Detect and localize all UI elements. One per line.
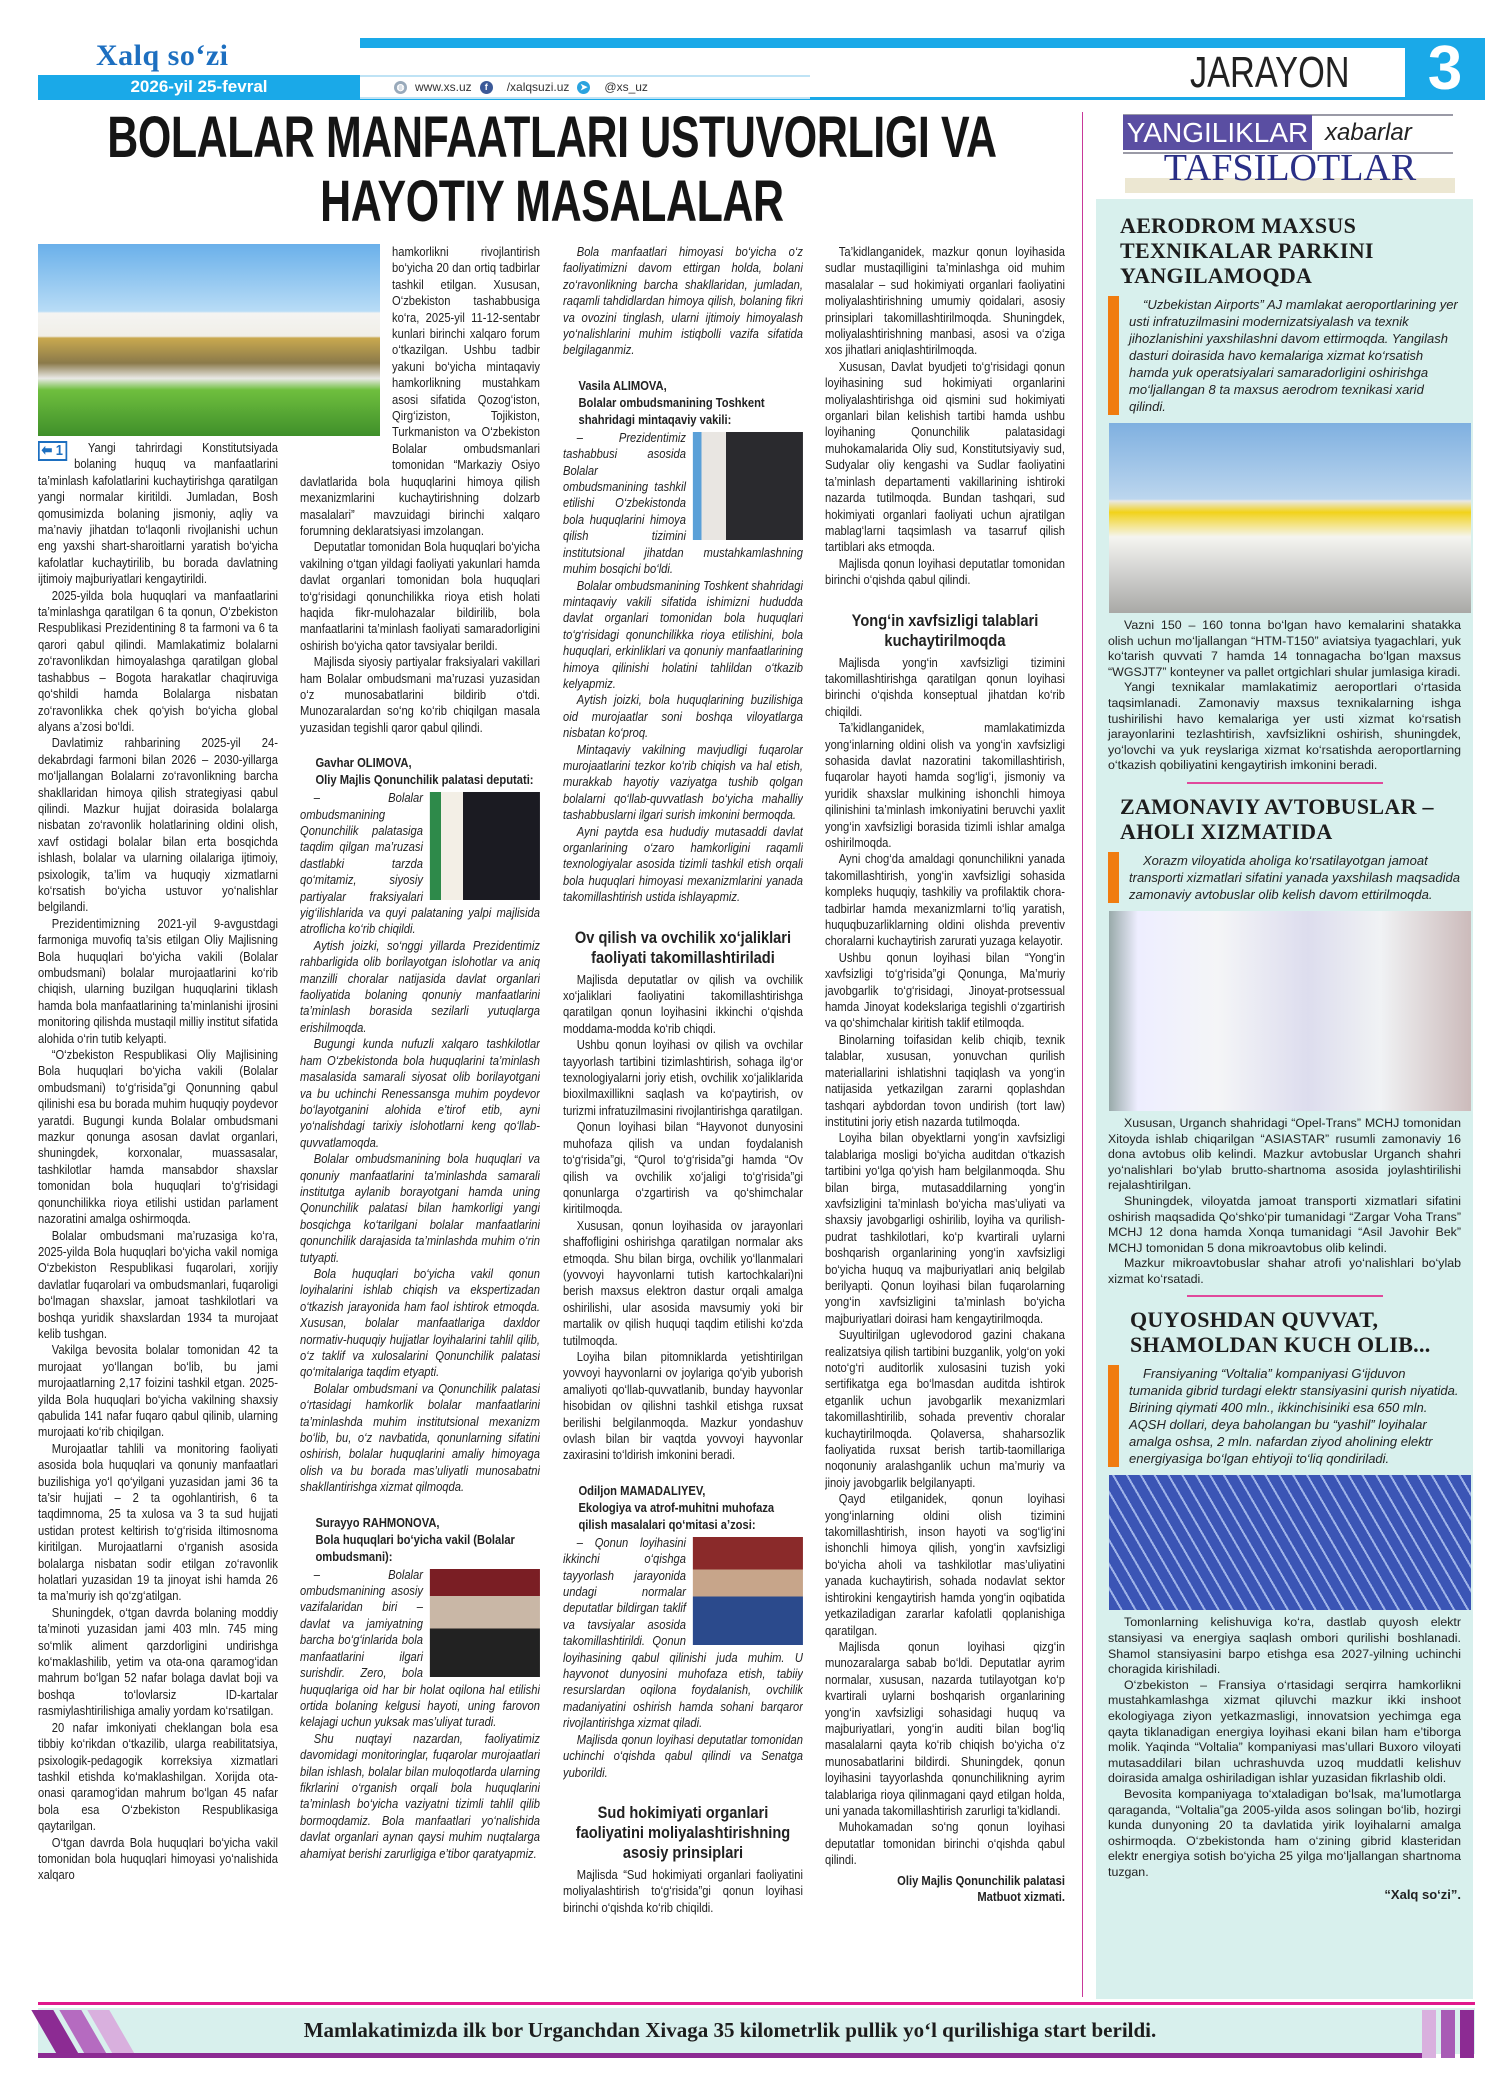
- paragraph: 20 nafar imkoniyati cheklangan bola esa tibbiy ko‘rikdan o‘tkazilib, ularga reabilitatsiya, psixologik-pedagogik korreksiya xizmatlari tashkil etishda ko‘maklashilgan. Xorijda ota-onasi qaramog‘idan mahrum bo‘lgan 45 nafar bola esa O‘zbekiston Respublikasiga qaytarilgan.: [38, 1719, 278, 1834]
- news-paragraph: Xususan, Urganch shahridagi “Opel-Trans” MCHJ tomonidan Xitoyda ishlab chiqarilgan “ASIASTAR” rusumli zamonaviy 16 dona avtobus olib kelindi. Mazkur avtobuslar Urganch shahri yo‘nalishlari bo‘ylab brutto-shartnoma asosida joylashtirilishi rejalashtirilgan.: [1108, 1115, 1461, 1193]
- newspaper-logo[interactable]: Xalq so‘zi: [96, 39, 229, 72]
- paragraph: Qayd etilganidek, qonun loyihasi yong‘inlarning oldini olish tizimini takomillashtirish, inson hayoti va sog‘lig‘ini ishonchli himoya qilish, yong‘in xavfsizligi bo‘yicha aholi va tashkilotlar mas’uliyatini yanada kuchaytirish, sohada nodavlat sektor ishtirokini kengaytirish hamda yong‘in oqibatida yetkaziladigan zararlar kafolatli qoplanishiga qaratilgan.: [825, 1491, 1065, 1638]
- quote-paragraph: Ayni paytda esa hududiy mutasaddi davlat organlarining o‘zaro hamkorligini raqamli texnologiyalar asosida tizimli tashkil etish orqali bola huquqlari himoyasi mexanizmlarini yanada takomillashtirish ustida ishlayapmiz.: [563, 823, 803, 905]
- telegram-icon[interactable]: ➤: [577, 81, 590, 94]
- headline-line-1: BOLALAR MANFAATLARI USTUVORLIGI VA: [107, 105, 997, 170]
- news-divider: [1187, 1295, 1383, 1297]
- paragraph: Prezidentimizning 2021-yil 9-avgustdagi farmoniga muvofiq ta’sis etilgan Oliy Majlisning Bola huquqlari bo‘yicha vakili (Bolalar ombudsmani) bolalar murojaatlarini ko‘rib chiqish, ularning buzilgan huquqlarini tiklash hamda bola manfaatlarining ta’minlanishi ijrosini monitoring qilishda mustaqil milliy institut sifatida alohida o‘rin tutib kelyapti.: [38, 915, 278, 1046]
- social-links: [360, 75, 810, 99]
- paragraph: Ta’kidlanganidek, mazkur qonun loyihasida sudlar mustaqilligini ta’minlashga oid muhim masalalar – sud hokimiyati organlari faoliyatini moliyalashtirishning umumiy qoidalari, asosiy prinsiplari takomillashtirilmoqda. Shuningdek, moliyalashtirishning manbasi, asosi va o‘ziga xos jihatlari aniqlashtirilmoqda.: [825, 244, 1065, 358]
- banner-headline[interactable]: Mamlakatimizda ilk bor Urganchdan Xivaga 35 kilometrlik pullik yo‘l qurilishiga start berildi.: [303, 2018, 1157, 2042]
- article-column-4: [825, 244, 1065, 1995]
- news-paragraph: Vazni 150 – 160 tonna bo‘lgan havo kemalarini shatakka olish uchun mo‘ljallangan “HTM-T150” aviatsiya tyagachlari, yuk ko‘tarish quvvati 7 hamda 14 tonnagacha bo‘lgan maxsus “WGSJT7” konteyner va pallet ortgichlari shular jumlasiga kiradi.: [1108, 618, 1461, 679]
- issue-date: 2026-yil 25-fevral: [38, 75, 360, 99]
- article-signature: Oliy Majlis Qonunchilik palatasi Matbuot xizmati.: [897, 1872, 1065, 1904]
- news-item-solar: [1108, 1307, 1461, 1902]
- buses-photo: [1109, 911, 1471, 1111]
- paragraph: Murojaatlar tahlili va monitoring faoliyati asosida bola huquqlari va qonuniy manfaatlari buzilishiga yo‘l qo‘yilgani yuzasidan jami 36 ta ta’sir hujjati – 2 ta ogohlantirish, 6 ta taqdimnoma, 25 ta xulosa va 3 ta sud hujjati ustidan protest keltirish to‘g‘risida iltimosnoma kiritilgan. Murojaatlarni o‘rganish asosida bolalarga nisbatan sodir etilgan zo‘ravonlik holatlari yuzasidan 19 ta jinoyat ishi hamda 26 ta ma’muriy ish qo‘zg‘atilgan.: [38, 1440, 278, 1604]
- telegram-link[interactable]: @xs_uz: [604, 80, 648, 94]
- banner-bar-decor: [1422, 2010, 1436, 2058]
- paragraph: hamkorlikni rivojlantirish bo‘yicha 20 dan ortiq tadbirlar tashkil etilgan. Xususan, O‘zbekiston tashabbusiga ko‘ra, 2025-yil 11-12-sentabr kunlari birinchi xalqaro forum o‘tkazilgan. Ushbu tadbir yakuni bo‘yicha mintaqaviy hamkorlikning mustahkam asosi sifatida Qozog‘iston, Qirg‘iziston, Tojikiston, Turkmaniston va O‘zbekiston Bolalar ombudsmanlari tomonidan “Markaziy Osiyo davlatlarida bola huquqlarini himoya qilish mexanizmlarini kuchaytirishning dolzarb masalalari” mavzuidagi birinchi xalqaro forumning deklaratsiyasi imzolangan.: [300, 244, 540, 538]
- paragraph: Binolarning toifasidan kelib chiqib, texnik talablar, xususan, yonuvchan qurilish materiallarini ishlatishni taqiqlash va yong‘in natijasida yetkazilgan zararni qoplashdan tashqari aybdordan tovon undirish (tort law) institutini joriy etish nazarda tutilmoqda.: [825, 1031, 1065, 1129]
- news-title: QUYOSHDAN QUVVAT, SHAMOLDAN KUCH OLIB...: [1130, 1307, 1431, 1358]
- paragraph: Majlisda siyosiy partiyalar fraksiyalari vakillari ham Bolalar ombudsmani ma’ruzasi yuzasidan o‘z munosabatlarini bildirib o‘tdi. Munozaralardan so‘ng ko‘rib chiqilgan masala yuzasidan tegishli qaror qabul qilindi.: [300, 654, 540, 735]
- quote-paragraph: – Prezidentimiz tashabbusi asosida Bolalar ombudsmanining tashkil etilishi O‘zbekistonda bola huquqlarini himoya qilish tizimini institutsional jihatdan mustahkamlashning muhim bosqichi bo‘ldi.: [563, 429, 803, 577]
- quote-paragraph: – Qonun loyihasini ikkinchi o‘qishga tayyorlash jarayonida undagi normalar deputatlar bildirgan taklif va tavsiyalar asosida takomillashtirildi. Qonun loyihasining qabul qilinishi juda muhim. U hayvonot dunyosini muhofaza etish, tabiiy resurslardan oqilona foydalanish, ovchilik madaniyatini oshirish hamda sohani barqaror rivojlantirishga xizmat qiladi.: [563, 1534, 803, 1731]
- news-paragraph: Bevosita kompaniyaga to‘xtaladigan bo‘lsak, ma’lumotlarga qaraganda, “Voltalia”ga 2005-yilda asos solingan bo‘lib, hozirgi kunda dunyoning 20 ta davlatida yirik loyihalarni amalga oshirmoqda. O‘zbekistonda ham o‘zining gibrid klasteridan elektr energiya sotish bo‘yicha 25 yilga mo‘ljallangan shartnoma tuzgan.: [1108, 1787, 1461, 1879]
- section-heading: Sud hokimiyati organlari faoliyatini moliyalashtirishning asosiy prinsiplari: [575, 1802, 791, 1862]
- news-paragraph: Shuningdek, viloyatda jamoat transporti xizmatlari sifatini oshirish maqsadida Qo‘shko‘pir tumanidagi “Zargar Voha Trans” MCHJ 12 dona hamda Xonqa tumanidagi “Asil Javohir Bek” MCHJ tomonidan 5 dona mikroavtobus olib kelindi.: [1108, 1193, 1461, 1255]
- vasila-alimova-photo: [693, 432, 803, 540]
- paragraph: Xususan, qonun loyihasida ov jarayonlari shaffofligini oshirishga qaratilgan normalar aks etmoqda. Shu bilan birga, ovchilik yo‘llanmalari (yovvoyi hayvonlarni tutish kartochkalari)ni berish maxsus elektron dastur orqali amalga oshirilishi, ular asosida mavsumiy yoki bir martalik ov qilish huquqi taqdim etilishi ko‘zda tutilmoqda.: [563, 1217, 803, 1348]
- section-heading: Yong‘in xavfsizligi talablari kuchaytirilmoqda: [851, 610, 1039, 650]
- solar-panels-photo: [1109, 1475, 1471, 1610]
- header-top-bar: [360, 38, 1485, 48]
- website-link[interactable]: www.xs.uz: [415, 80, 472, 94]
- news-lead: Fransiyaning “Voltalia” kompaniyasi G‘ijduvon tumanida gibrid turdagi elektr stansiyasini qurish niyatida. Birining qiymati 400 mln., ikkinchisiniki esa 650 mln. AQSH dollari, deya baholangan bu “yashil” loyihalar amalga oshsa, 2 mln. nafardan ziyod aholining elektr energiyasiga bo‘lgan ehtiyoji to‘liq qondiriladi.: [1108, 1365, 1461, 1467]
- quote-paragraph: Bolalar ombudsmani va Qonunchilik palatasi o‘rtasidagi hamkorlik bolalar manfaatlarini ta’minlashda muhim institutsional mexanizm bo‘lib, bu, o‘z navbatida, qonunlarning sifatini oshirish, bolalar huquqlarini amaliy himoyaga olish va bu borada mas’uliyatli munosabatni shakllantirishga xizmat qilmoqda.: [300, 1380, 540, 1495]
- paragraph: Davlatimiz rahbarining 2025-yil 24-dekabrdagi farmoni bilan 2026 – 2030-yillarga mo‘ljallangan Bolalarni zo‘ravonlikning barcha shakllaridan himoya qilish strategiyasi qabul qilindi. Mazkur hujjat doirasida bolalarga nisbatan zo‘ravonlik holatlarining oldini olish, xavf ostidagi bolalar bilan erta bosqichda ishlash, bolalar va ularning oilalariga ijtimoiy, psixologik, ta’lim va huquqiy xizmatlarni ko‘rsatish bo‘yicha ustuvor yo‘nalishlar belgilandi.: [38, 735, 278, 915]
- paragraph: Muhokamadan so‘ng qonun loyihasi deputatlar tomonidan birinchi o‘qishda qabul qilindi.: [825, 1819, 1065, 1868]
- quote-paragraph: Bolalar ombudsmanining Toshkent shahridagi mintaqaviy vakili sifatida ishimizni hududda davlat organlari tomonidan bola huquqlari to‘g‘risidagi qonunchilikka rioya etilishini, bola huquqlari, erkinliklari va qonuniy manfaatlarining himoya qilinishi holatini tahlildan o‘tkazib kelyapmiz.: [563, 577, 803, 691]
- section-name: JARAYON: [1190, 48, 1350, 97]
- quote-paragraph: – Bolalar ombudsmanining Qonunchilik palatasiga taqdim qilgan ma’ruzasi dastlabki tarzda qo‘mitamiz, siyosiy partiyalar fraksiyalari yig‘ilishlarida va quyi palataning yalpi majlisida atroflicha ko‘rib chiqildi.: [300, 790, 540, 937]
- paragraph: Ta’kidlanganidek, mamlakatimizda yong‘inlarning oldini olish va yong‘in xavfsizligi sohasida davlat nazoratini takomillashtirish, fuqarolar hayoti hamda sog‘lig‘i, jismoniy va yuridik shaxslar mulkining ishonchli himoya qilinishini ta’minlash imkoniyatini beruvchi yaxlit yong‘in xavfsizligi borasida tizimli ishlar amalga oshirilmoqda.: [825, 720, 1065, 850]
- paragraph: Shuningdek, o‘tgan davrda bolaning moddiy ta’minoti yuzasidan jami 403 mln. 745 ming so‘mlik aliment qarzdorligini undirishga ko‘maklashilib, yetim va ota-ona qaramog‘idan mahrum bo‘lgan 52 nafar bolaga davlat boji va boshqa to‘lovlarsiz ID-kartalar rasmiylashtirilishiga amaliy yordam ko‘rsatilgan.: [38, 1604, 278, 1719]
- paragraph: O‘tgan davrda Bola huquqlari bo‘yicha vakil tomonidan bola huquqlari himoyasi yo‘nalishida xalqaro: [38, 1834, 278, 1883]
- quote-paragraph: Aytish joizki, so‘nggi yillarda Prezidentimiz rahbarligida olib borilayotgan islohotlar va aniq manzilli choralar natijasida davlat organlari faoliyatida bolaning qonuniy manfaatlarini ta’minlash borasida sezilarli yutuqlarga erishilmoqda.: [300, 937, 540, 1035]
- airport-vehicles-photo: [1109, 423, 1471, 613]
- paragraph: Deputatlar tomonidan Bola huquqlari bo‘yicha vakilning o‘tgan yildagi faoliyati yakunlari hamda davlat organlari tomonidan bola huquqlari to‘g‘risidagi qonunchilikka rioya etish holati haqida fikr-mulohazalar bildirilib, bola manfaatlarini ta’minlash faoliyati samaradorligini oshirish bo‘yicha qator tavsiyalar berildi.: [300, 539, 540, 653]
- paragraph: Loyiha bilan obyektlarni yong‘in xavfsizligi talablariga mosligi bo‘yicha auditdan o‘tkazish tartibini yo‘lga qo‘yish ham belgilanmoqda. Shu bilan birga, mutasaddilarning yong‘in xavfsizligini ta’minlash bo‘yicha mas’uliyati va shaxsiy javobgarligi oshirilib, loyiha va qurilish-pudrat tashkilotlari, ko‘p kvartirali uylarni boshqarish organlarining yong‘in xavfsizligi bo‘yicha huquq va majburiyatlari aniq belgilab berilyapti. Qonun loyihasi bilan fuqarolarning yong‘in xavfsizligini ta’minlash bo‘yicha majburiyatlari doirasi ham kengaytirilmoqda.: [825, 1130, 1065, 1326]
- continued-from-page-icon[interactable]: [38, 441, 67, 461]
- paragraph: Vakilga bevosita bolalar tomonidan 42 ta murojaat yo‘llangan bo‘lib, bu jami murojaatlarning 2,17 foizini tashkil etgan. 2025-yilda Bola huquqlari bo‘yicha vakilning shaxsiy qabulida 141 nafar fuqaro qabul qilinib, ularning murojaati ko‘rib chiqilgan.: [38, 1342, 278, 1440]
- odiljon-mamadaliyev-photo: [693, 1537, 803, 1645]
- news-paragraph: Mazkur mikroavtobuslar shahar atrofi yo‘nalishlari bo‘ylab xizmat ko‘rsatadi.: [1108, 1256, 1461, 1286]
- paragraph: [38, 440, 278, 588]
- quote-paragraph: – Bolalar ombudsmanining asosiy vazifalaridan biri – davlat va jamiyatning barcha bo‘g‘inlarida bola manfaatlarini ilgari surishdir. Zero, bola huquqlariga oid har bir holat oqilona hal etilishi ortida bolaning kelgusi hayoti, uning farovon kelajagi uchun yuksak mas’uliyat turadi.: [300, 1566, 540, 1730]
- main-headline: [38, 106, 1066, 234]
- paragraph: Majlisda qonun loyihasi deputatlar tomonidan birinchi o‘qishda qabul qilindi.: [825, 555, 1065, 588]
- paragraph: Suyultirilgan uglevodorod gazini chakana realizatsiya qilish tartibini buzganlik, yolg‘on yoki noto‘g‘ri auditorlik xulosasini tuzish yoki sertifikatga ega bo‘lmasdan auditda ishtirok etganlik uchun javobgarlik mexanizmlari takomillashtirilib, sohada preventiv choralar kuchaytirilmoqda. Qolaversa, shaharsozlik faoliyatida ruxsat berish tartib-taomillariga noqonuniy aralashganlik uchun ma’muriy va jinoiy javobgarlik belgilanyapti.: [825, 1327, 1065, 1490]
- news-signature: “Xalq so‘zi”.: [1384, 1886, 1461, 1902]
- paragraph: 2025-yilda bola huquqlari va manfaatlarini ta’minlashga qaratilgan 6 ta qonun, O‘zbekiston Respublikasi Prezidentining 8 ta farmoni va 6 ta qarori qabul qilindi. Mamlakatimiz bolalarni zo‘ravonlikdan himoyalashga qaratilgan global tashabbus – Bogota harakatlar chaqiruviga qo‘shildi hamda Bolalarga nisbatan zo‘ravonlikka chek qo‘yish bo‘yicha global alyans a’zosi bo‘ldi.: [38, 587, 278, 734]
- paragraph: Ayni chog‘da amaldagi qonunchilikni yanada takomillashtirish, yong‘in xavfsizligi sohasida kompleks huquqiy, tashkiliy va profilaktik chora-tadbirlar hamda mexanizmlarni to‘liq yaratish, huquqbuzarliklarning oldini olishda preventiv choralarni kuchaytirish zarurati yuzaga kelayotir.: [825, 851, 1065, 949]
- news-paragraph: Yangi texnikalar mamlakatimiz aeroportlari o‘rtasida taqsimlanadi. Zamonaviy maxsus texnikalarning ishga tushirilishi havo kemalariga yer usti xizmat ko‘rsatish jarayonlarini tezlashtirish, xavfsizlikni oshirish, shuningdek, yo‘lovchi va yuk reyslariga xizmat ko‘rsatishda aeroportlarning o‘tkazish qobiliyatini kengaytirish imkonini beradi.: [1108, 680, 1461, 773]
- banner-bar-decor: [1441, 2010, 1455, 2058]
- banner-rule-top: [38, 2002, 1475, 2005]
- quote-paragraph: Aytish joizki, bola huquqlarining buzilishiga oid murojaatlar soni boshqa viloyatlarga nisbatan ko‘proq.: [563, 692, 803, 741]
- surayyo-rahmonova-photo: [430, 1569, 540, 1677]
- speaker-byline: Vasila ALIMOVA, Bolalar ombudsmanining Toshkent shahridagi mintaqaviy vakili:: [578, 377, 765, 427]
- news-divider: [1187, 782, 1383, 784]
- quote-paragraph: Bugungi kunda nufuzli xalqaro tashkilotlar ham O‘zbekistonda bola huquqlarini ta’minlash masalasida samarali siyosat olib borilayotgani va bu uchinchi Renessansga muhim poydevor bo‘layotganini alohida e’tirof etib, ayni yo‘nalishdagi tarixiy islohotlarni keng qo‘llab-quvvatlamoqda.: [300, 1036, 540, 1150]
- news-title: AERODROM MAXSUS TEXNIKALAR PARKINI YANGILAMOQDA: [1120, 213, 1374, 288]
- paragraph-text: Yangi tahrirdagi Konstitutsiyada bolaning huquq va manfaatlarini ta’minlash kafolatlarini kuchaytirishga qaratilgan yangi normalar kiritildi. Jumladan, Bosh qomusimizda bolaning jismoniy, aqliy va ma’naviy jihatdan to‘laqonli rivojlanishi uchun eng yaxshi shart-sharoitlarni yaratish bo‘yicha kafolatlar kuchaytirilib, bu borada davlatning ijtimoiy majburiyatlari kengaytirildi.: [38, 440, 278, 587]
- news-item-buses: [1108, 794, 1461, 1288]
- article-column-2: [300, 244, 540, 1995]
- quote-paragraph: Mintaqaviy vakilning mavjudligi fuqarolar murojaatlarini tezkor ko‘rib chiqish va hal etish, murakkab hayotiy vaziyatga tushib qolgan bolalarni qo‘llab-quvvatlash bo‘yicha mahalliy tashabbuslarni ilgari surish imkonini bermoqda.: [563, 741, 803, 823]
- news-item-airport: [1108, 213, 1461, 774]
- paragraph: Ushbu qonun loyihasi bilan “Yong‘in xavfsizligi to‘g‘risida”gi Qonunga, Ma’muriy javobgarlik to‘g‘risidagi, Jinoyat-protsessual hamda Jinoyat kodekslariga tegishli o‘zgartirish va qo‘shimchalar kiritish taklif etilmoqda.: [825, 949, 1065, 1031]
- speaker-byline: Gavhar OLIMOVA, Oliy Majlis Qonunchilik palatasi deputati:: [315, 755, 534, 788]
- rubric-label: YANGILIKLAR: [1123, 115, 1312, 150]
- article-column-1: [38, 440, 278, 1995]
- sidebar-heading: TAFSILOTLAR: [1163, 147, 1417, 189]
- arrow-left-icon: ⬅: [41, 442, 53, 459]
- paragraph: “O‘zbekiston Respublikasi Oliy Majlisining Bola huquqlari bo‘yicha vakili (Bolalar ombudsmani) to‘g‘risida”gi Qonunning qabul qilinishi esa bu borada muhim huquqiy poydevor yaratdi. Bugungi kunda Bolalar ombudsmani mazkur qonunga asosan davlat organlari, shuningdek, korxonalar, muassasalar, tashkilotlar hamda mansabdor shaxslar tomonidan bola huquqlari to‘g‘risidagi qonunchilikka rioya etilishi ustidan parlament nazoratini amalga oshirmoqda.: [38, 1047, 278, 1227]
- paragraph: Majlisda yong‘in xavfsizligi tizimini takomillashtirishga qaratilgan qonun loyihasi birinchi o‘qishda konseptual jihatdan ko‘rib chiqildi.: [825, 654, 1065, 719]
- paragraph: Majlisda qonun loyihasi qizg‘in munozaralarga sabab bo‘ldi. Deputatlar ayrim normalar, xususan, nazarda tutilayotgan ko‘p kvartirali uylarni boshqarish organlarining yong‘in xavfsizligi sohasidagi huquq va majburiyatlari, yong‘in auditi bilan bog‘liq masalalarni qayta ko‘rib chiqish bo‘yicha o‘z munosabatlarini bildirdi. Shuningdek, qonun loyihasini tayyorlashda qonunchilikning ayrim talablariga rioya qilinmagani qayd etilgan holda, uni yanada takomillashtirish zarurligi ta’kidlandi.: [825, 1638, 1065, 1818]
- quote-paragraph: Bolalar ombudsmanining bola huquqlari va qonuniy manfaatlarini ta’minlashda samarali institutga aylanib borayotgani hamda uning Qonunchilik palatasi bilan hamkorligi yangi bosqichga ko‘tarilgani bolalar manfaatlarini qonunchilik darajasida ta’minlashda muhim o‘rin tutyapti.: [300, 1151, 540, 1265]
- paragraph: Ushbu qonun loyihasi ov qilish va ovchilar tayyorlash tartibini tizimlashtirish, sohaga ilg‘or texnologiyalarni joriy etish, ovchilik xo‘jaliklarida bioxilmaxillikni saqlash va ko‘paytirish, ov turizmi infratuzilmasini rivojlantirishga qaratilgan.: [563, 1037, 803, 1118]
- banner-bar-decor: [1460, 2010, 1474, 2058]
- paragraph: Bolalar ombudsmani ma’ruzasiga ko‘ra, 2025-yilda Bola huquqlari bo‘yicha vakil nomiga O‘zbekiston Respublikasi fuqarolari, xorijiy davlatlar fuqarolari va ombudsmanlari, fuqaroligi bo‘lmagan shaxslar, jamoat tashkilotlari va boshqa yuridik shaxslardan 1934 ta murojaat kelib tushgan.: [38, 1227, 278, 1341]
- article-column-3: [563, 244, 803, 1995]
- paragraph: Majlisda “Sud hokimiyati organlari faoliyatini moliyalashtirish to‘g‘risida”gi qonun loyihasi birinchi o‘qishda ko‘rib chiqildi.: [563, 1866, 803, 1915]
- paragraph: Majlisda deputatlar ov qilish va ovchilik xo‘jaliklari faoliyatini takomillashtirishga qaratilgan qonun loyihasini ikkinchi o‘qishda moddama-modda ko‘rib chiqdi.: [563, 971, 803, 1036]
- news-lead: Xorazm viloyatida aholiga ko‘rsatilayotgan jamoat transporti xizmatlari sifatini yanada yaxshilash maqsadida zamonaviy avtobuslar olib kelish davom ettirilmoqda.: [1108, 852, 1461, 903]
- banner-rule-bottom: [38, 2053, 1422, 2058]
- photo-wrap-spacer: [300, 244, 392, 458]
- quote-paragraph: Shu nuqtayi nazardan, faoliyatimiz davomidagi monitoringlar, fuqarolar murojaatlari bilan ishlash, bolalar bilan muloqotlarda ularning fikrlarini o‘rganish orqali bola huquqlarini ta’minlash bo‘yicha vaziyatni tizimli tahlil qilib bormoqdamiz. Bola manfaatlari yo‘nalishida davlat organlari aynan qaysi muhim nuqtalarga ahamiyat berishi zarurligiga e’tibor qaratyapmiz.: [300, 1730, 540, 1861]
- paragraph: Xususan, Davlat byudjeti to‘g‘risidagi qonun loyihasining sud hokimiyati organlarini moliyalashtirishga oid qismini sud hokimiyati organlari bilan kelishish tartibi hamda ushbu loyihaning Qonunchilik palatasidagi muhokamalarida Oliy sud, Konstitutsiyaviy sud, Sudyalar oliy kengashi va Sudlar faoliyatini ta’minlash departamenti vakillarining ishtiroki nazarda tutilmoqda. Bundan tashqari, sud hokimiyati organlari faoliyati uchun ajratilgan mablag‘larni taqsimlash va tasarruf qilish tartiblari aks etmoqda.: [825, 358, 1065, 555]
- jump-page-number: 1: [55, 442, 63, 459]
- news-paragraph: O‘zbekiston – Fransiya o‘rtasidagi serqirra hamkorlikni mustahkamlashga xizmat qiluvchi mazkur ikki inshoot ekologiyaga ziyon yetkazmasligi, innovatsion yechimga ega qayta tiklanadigan energiya loyihasi ekani bilan ham e’tiborga molik. Yaqinda “Voltalia” kompaniyasi mas’ullari Buxoro viloyati mutasaddilari bilan uchrashuvda uzoq muddatli kelishuv doirasida amalga oshiriladigan ishlar yuzasidan fikrlashib oldi.: [1108, 1677, 1461, 1786]
- facebook-icon[interactable]: f: [480, 81, 493, 94]
- quote-paragraph: Majlisda qonun loyihasi deputatlar tomonidan uchinchi o‘qishda qabul qilindi va Senatga yuborildi.: [563, 1731, 803, 1780]
- headline-line-2: HAYOTIY MASALALAR: [320, 169, 784, 234]
- gavhar-olimova-photo: [430, 792, 540, 900]
- quote-paragraph: Bola huquqlari bo‘yicha vakil qonun loyihalarini ishlab chiqish va ekspertizadan o‘tkazish jarayonida ham faol ishtirok etmoqda. Xususan, bolalar manfaatlariga daxldor normativ-huquqiy hujjatlar loyihalarini tahlil qilib, o‘z taklif va xulosalarini Qonunchilik palatasi qo‘mitalariga taqdim etyapti.: [300, 1265, 540, 1380]
- rubric-sublabel: xabarlar: [1325, 119, 1412, 146]
- globe-icon: ◍: [394, 81, 407, 94]
- quote-paragraph: Bola manfaatlari himoyasi bo‘yicha o‘z faoliyatimizni davom ettirgan holda, bolani zo‘ravonlikning barcha shakllaridan, jumladan, raqamli tahdidlardan himoya qilish, bolaning fikri va ovozini tinglash, ularni ijtimoiy himoyalash yo‘nalishlarini muhim istiqbolli vazifa sifatida belgilaganmiz.: [563, 244, 803, 358]
- news-lead: “Uzbekistan Airports” AJ mamlakat aeroportlarining yer usti infratuzilmasini modernizatsiyalash va texnik jihozlanishini yaxshilashni davom ettirmoqda. Yangilash dasturi doirasida havo kemalariga xizmat ko‘rsatish hamda yuk operatsiyalari samaradorligini oshirishga mo‘ljallangan 8 ta maxsus aerodrom texnikasi xarid qilindi.: [1108, 296, 1461, 415]
- speaker-byline: Surayyo RAHMONOVA, Bola huquqlari bo‘yicha vakil (Bolalar ombudsmani):: [315, 1514, 515, 1564]
- page-number: 3: [1405, 38, 1485, 100]
- news-paragraph: Tomonlarning kelishuviga ko‘ra, dastlab quyosh elektr stansiyasi va energiya saqlash ombori qurilishi boshlanadi. Shamol stansiyasini barpo etishga esa 2027-yilning uchinchi choragida kirishiladi.: [1108, 1615, 1461, 1677]
- paragraph: Loyiha bilan pitomniklarda yetishtirilgan yovvoyi hayvonlarni ov joylariga qo‘yib yuborish amaliyoti qo‘llab-quvvatlanib, bunday hayvonlar hisobidan ov qilishni tashkil etishga ruxsat berilishi belgilanmoqda. Mazkur yondashuv ovlash bilan bir vaqtda yovvoyi hayvonlar zaxirasini to‘ldirish imkonini beradi.: [563, 1348, 803, 1463]
- news-title: ZAMONAVIY AVTOBUSLAR – AHOLI XIZMATIDA: [1120, 793, 1434, 844]
- news-sidebar: [1096, 199, 1473, 1999]
- speaker-byline: Odiljon MAMADALIYEV, Ekologiya va atrof-muhitni muhofaza qilish masalalari qo‘mitasi a’zosi:: [578, 1482, 775, 1532]
- column-divider: [1082, 112, 1083, 1997]
- section-heading: Ov qilish va ovchilik xo‘jaliklari faoliyati takomillashtiriladi: [574, 927, 792, 967]
- facebook-link[interactable]: /xalqsuzi.uz: [506, 80, 570, 94]
- paragraph: Qonun loyihasi bilan “Hayvonot dunyosini muhofaza qilish va undan foydalanish to‘g‘risida”gi, “Qurol to‘g‘risida”gi hamda “Ov qilish va ovchilik xo‘jaligi to‘g‘risida”gi qonunlarga o‘zgartirish va qo‘shimchalar kiritilmoqda.: [563, 1119, 803, 1217]
